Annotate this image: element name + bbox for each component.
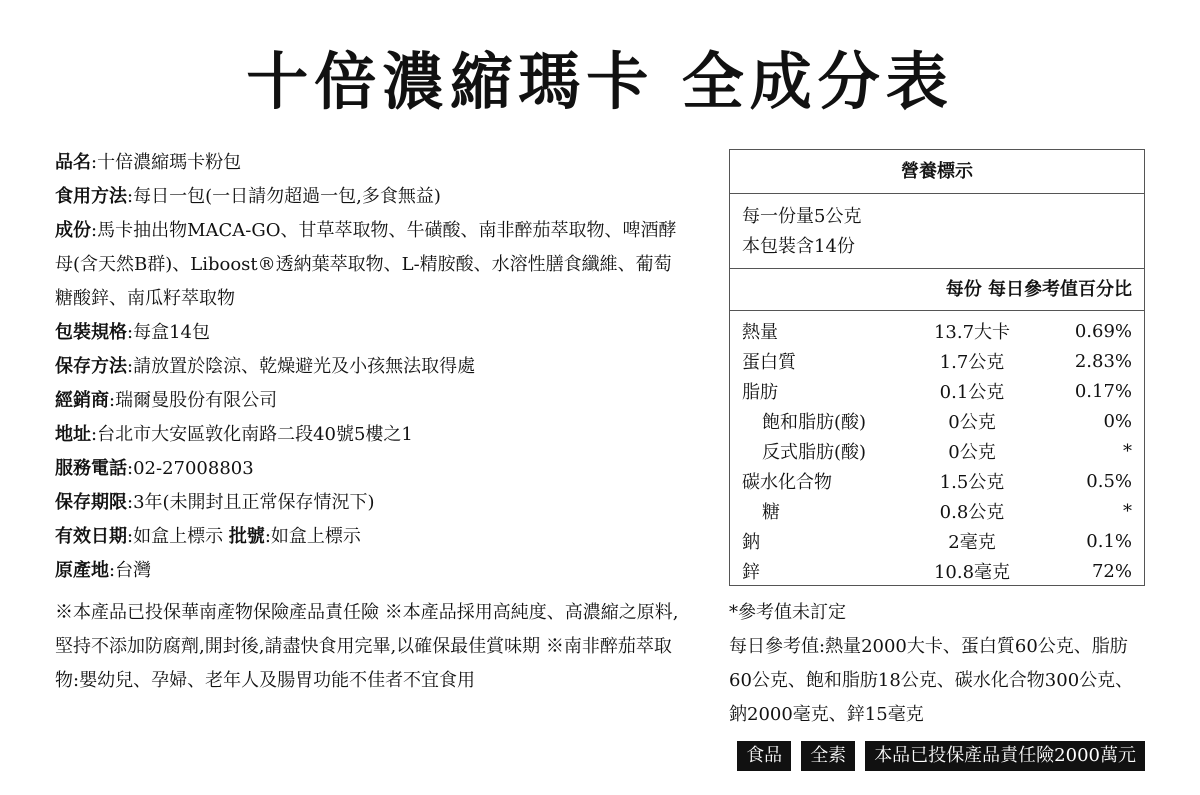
- product-info: [55, 146, 685, 588]
- serving-size: 每一份量5公克: [742, 206, 862, 227]
- info-address: 地址:台北市大安區敦化南路二段40號5樓之1: [55, 424, 413, 445]
- reference-note: *參考值未訂定: [729, 602, 846, 623]
- ingredients-label: 成份: [55, 220, 91, 241]
- nutrient-amount: 0.8公克: [939, 502, 1005, 523]
- info-package: 包裝規格:每盒14包: [55, 322, 210, 343]
- expiry-value: 如盒上標示: [133, 526, 224, 547]
- info-phone: 服務電話:02-27008803: [55, 458, 254, 479]
- info-ingredients: 成份:馬卡抽出物MACA-GO、甘草萃取物、牛磺酸、南非醉茄萃取物、啤酒酵母(含天然B群)、Liboost®透納葉萃取物、L-精胺酸、水溶性膳食纖維、葡萄糖酸鋅、南瓜籽萃取物: [55, 220, 677, 309]
- page-title: 十倍濃縮瑪卡 全成分表: [246, 45, 954, 118]
- info-expiry-batch: 有效日期:如盒上標示 批號:如盒上標示: [55, 526, 361, 547]
- nutrient-amount: 0公克: [948, 412, 996, 433]
- nutrition-row: [730, 316, 1144, 346]
- nutrition-table: [730, 316, 1144, 586]
- servings-per-pack: 本包裝含14份: [742, 236, 855, 257]
- origin-value: 台灣: [115, 560, 152, 581]
- nutrition-row: [730, 376, 1144, 406]
- info-origin: 原產地:台灣: [55, 560, 152, 581]
- storage-label: 保存方法: [55, 356, 127, 377]
- nutrient-percent: *: [1123, 500, 1132, 522]
- nutrition-row: [730, 526, 1144, 556]
- info-distributor: 經銷商:瑞爾曼股份有限公司: [55, 390, 278, 411]
- phone-label: 服務電話: [55, 458, 127, 479]
- nutrition-row: [730, 466, 1144, 496]
- daily-reference: 每日參考值:熱量2000大卡、蛋白質60公克、脂肪60公克、飽和脂肪18公克、碳水化合物300公克、鈉2000毫克、鋅15毫克: [729, 636, 1134, 725]
- nutrient-name: 反式脂肪(酸): [762, 442, 867, 463]
- info-storage: 保存方法:請放置於陰涼、乾燥避光及小孩無法取得處: [55, 356, 476, 377]
- badge-insurance: 本品已投保產品責任險2000萬元: [865, 741, 1145, 771]
- batch-value: 如盒上標示: [270, 526, 361, 547]
- nutrient-name: 熱量: [742, 322, 778, 343]
- nutrition-row: [730, 346, 1144, 376]
- package-label: 包裝規格: [55, 322, 127, 343]
- nutrient-name: 糖: [762, 502, 780, 523]
- address-label: 地址: [55, 424, 91, 445]
- reference-notes: [729, 596, 1149, 732]
- product-notes: ※本產品已投保華南產物保險產品責任險 ※本產品採用高純度、高濃縮之原料,堅持不添加防腐劑,開封後,請盡快食用完畢,以確保最佳賞味期 ※南非醉茄萃取物:嬰幼兒、孕婦、老年人及腸胃功能不佳者不宜食用: [55, 602, 679, 691]
- nutrient-amount: 13.7大卡: [933, 322, 1011, 343]
- nutrition-column-header: 每份 每日參考值百分比: [730, 269, 1144, 311]
- usage-value: 每日一包(一日請勿超過一包,多食無益): [133, 186, 441, 207]
- storage-value: 請放置於陰涼、乾燥避光及小孩無法取得處: [133, 356, 476, 377]
- badge-row: [737, 741, 1145, 771]
- distributor-value: 瑞爾曼股份有限公司: [115, 390, 278, 411]
- nutrient-amount: 2毫克: [948, 532, 996, 553]
- nutrition-row: [730, 496, 1144, 526]
- ingredients-value: 馬卡抽出物MACA-GO、甘草萃取物、牛磺酸、南非醉茄萃取物、啤酒酵母(含天然B群)、Liboost®透納葉萃取物、L-精胺酸、水溶性膳食纖維、葡萄糖酸鋅、南瓜籽萃取物: [55, 220, 677, 309]
- address-value: 台北市大安區敦化南路二段40號5樓之1: [97, 424, 413, 445]
- nutrition-row: [730, 556, 1144, 586]
- nutrient-name: 蛋白質: [742, 352, 796, 373]
- nutrient-amount: 0.1公克: [939, 382, 1005, 403]
- info-shelf-life: 保存期限:3年(未開封且正常保存情況下): [55, 492, 375, 513]
- distributor-label: 經銷商: [55, 390, 109, 411]
- nutrient-percent: 0.69%: [1074, 320, 1132, 342]
- nutrient-percent: 2.83%: [1074, 350, 1132, 372]
- name-value: 十倍濃縮瑪卡粉包: [97, 152, 242, 173]
- nutrient-amount: 1.7公克: [939, 352, 1005, 373]
- serving-info: [730, 194, 1144, 269]
- nutrient-percent: 0.17%: [1074, 380, 1132, 402]
- info-name: 品名:十倍濃縮瑪卡粉包: [55, 152, 242, 173]
- nutrition-row: [730, 406, 1144, 436]
- shelf-label: 保存期限: [55, 492, 127, 513]
- origin-label: 原產地: [55, 560, 109, 581]
- nutrition-panel: [729, 149, 1145, 586]
- nutrient-amount: 10.8毫克: [933, 562, 1011, 583]
- shelf-value: 3年(未開封且正常保存情況下): [133, 492, 375, 513]
- nutrient-percent: 0.1%: [1086, 530, 1132, 552]
- nutrient-percent: 0.5%: [1086, 470, 1132, 492]
- nutrient-percent: 72%: [1091, 560, 1132, 582]
- expiry-label: 有效日期: [55, 526, 127, 547]
- nutrition-row: [730, 436, 1144, 466]
- nutrient-name: 碳水化合物: [742, 472, 832, 493]
- package-value: 每盒14包: [133, 322, 210, 343]
- batch-label: 批號: [228, 526, 265, 547]
- nutrient-name: 脂肪: [742, 382, 778, 403]
- nutrient-amount: 0公克: [948, 442, 996, 463]
- nutrient-percent: *: [1123, 440, 1132, 462]
- nutrient-name: 飽和脂肪(酸): [762, 412, 867, 433]
- nutrient-name: 鋅: [742, 562, 760, 583]
- info-usage: 食用方法:每日一包(一日請勿超過一包,多食無益): [55, 186, 441, 207]
- usage-label: 食用方法: [55, 186, 127, 207]
- nutrition-header: 營養標示: [730, 150, 1144, 194]
- badge-vegan: 全素: [801, 741, 855, 771]
- nutrient-name: 鈉: [742, 532, 760, 553]
- phone-value: 02-27008803: [133, 458, 254, 479]
- nutrient-percent: 0%: [1103, 410, 1132, 432]
- badge-food: 食品: [737, 741, 791, 771]
- nutrient-amount: 1.5公克: [939, 472, 1005, 493]
- name-label: 品名: [55, 152, 91, 173]
